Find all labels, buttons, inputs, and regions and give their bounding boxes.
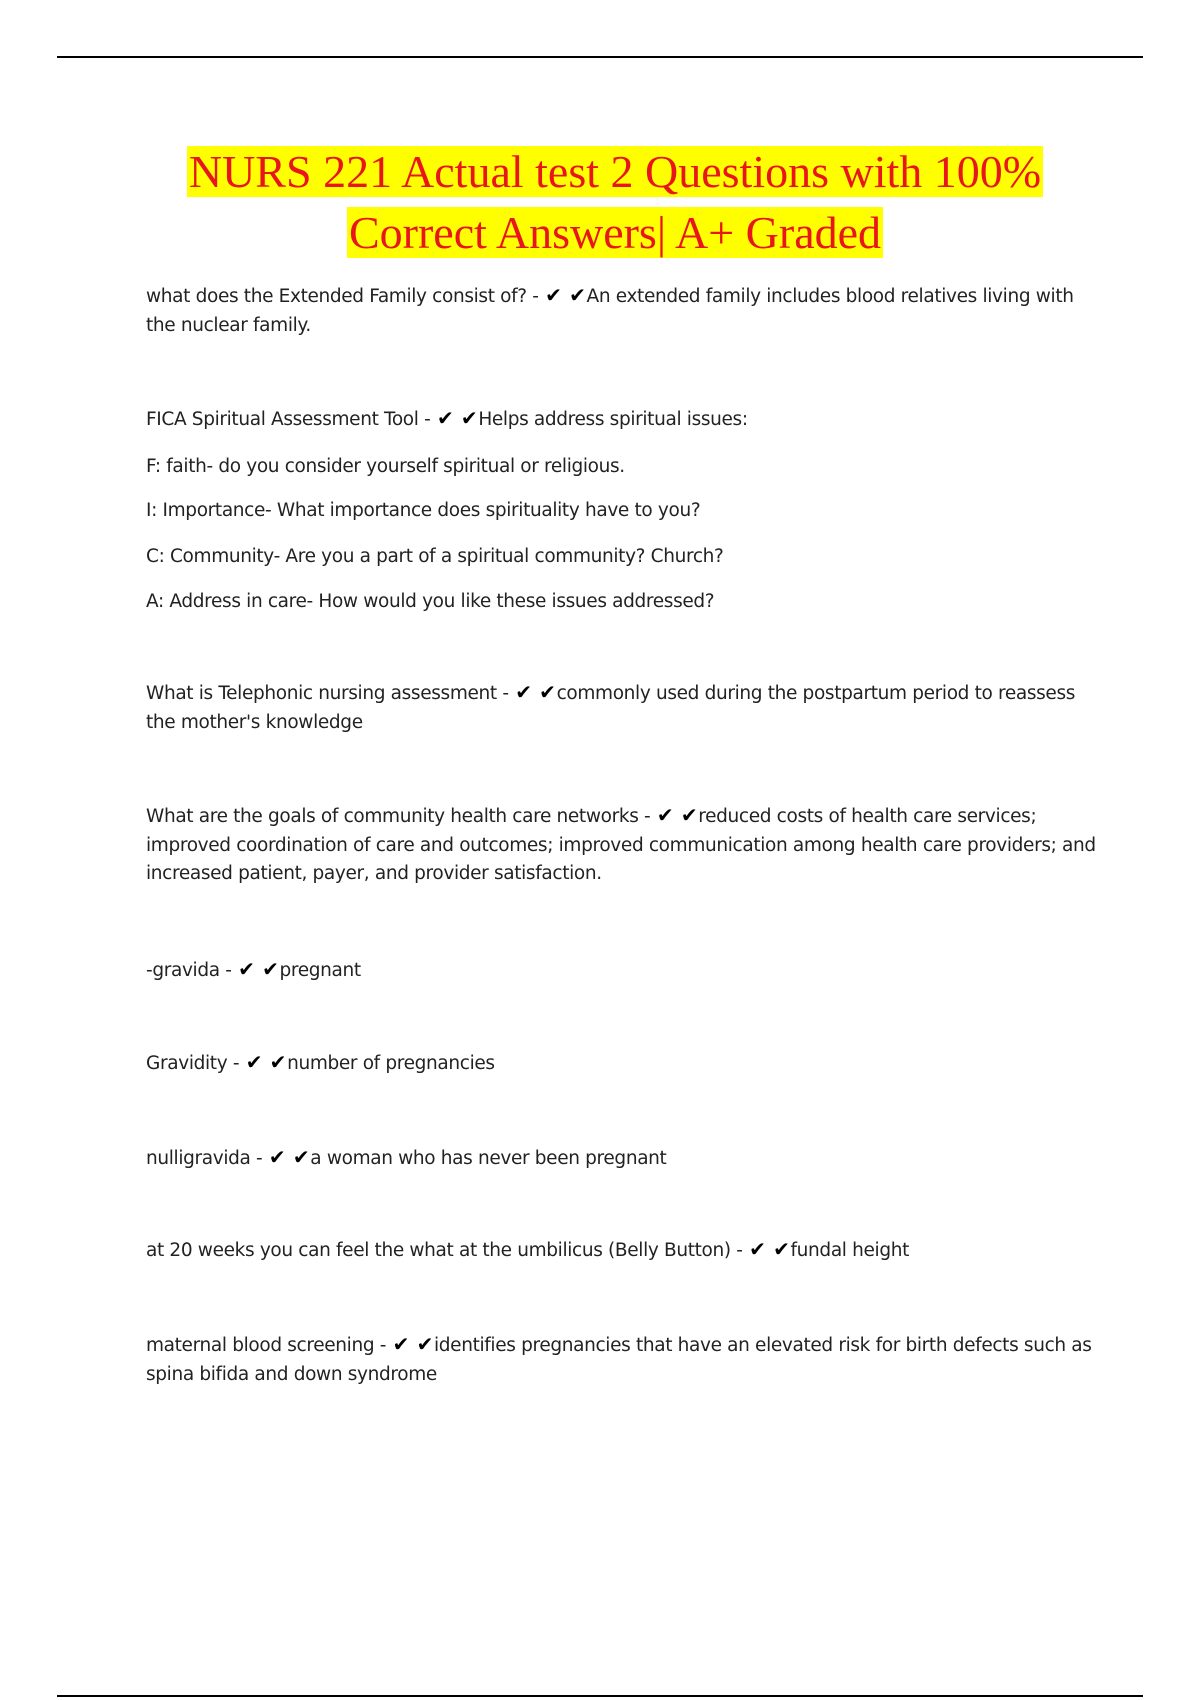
question-text: what does the Extended Family consist of? xyxy=(146,286,527,307)
check-icon: ✔ xyxy=(515,680,532,704)
qa-text xyxy=(146,803,1096,889)
answer-text: identifies pregnancies that have an elevated risk for birth defects such as spina bifida and down syndrome xyxy=(146,1335,1092,1385)
check-icon: ✔ xyxy=(773,1237,790,1261)
separator: - xyxy=(250,1148,268,1169)
separator: - xyxy=(496,683,515,704)
qa-text xyxy=(146,1332,1096,1389)
qa-text xyxy=(146,680,1096,737)
qa-entry-fica xyxy=(146,406,1096,435)
qa-text xyxy=(146,957,1096,986)
qa-entry-telephonic xyxy=(146,680,1096,737)
check-icon: ✔ xyxy=(245,1050,263,1074)
check-icon: ✔ xyxy=(749,1237,766,1261)
document-title xyxy=(60,141,1170,263)
check-icon: ✔ xyxy=(262,957,279,981)
fica-detail-importance: I: Importance- What importance does spirituality have to you? xyxy=(146,500,701,521)
separator: - xyxy=(526,286,545,307)
check-icon: ✔ xyxy=(392,1332,410,1356)
separator: - xyxy=(219,960,238,981)
qa-text xyxy=(146,1237,1096,1266)
separator: - xyxy=(374,1335,392,1356)
separator: - xyxy=(730,1240,749,1261)
check-icon: ✔ xyxy=(460,406,478,430)
question-text: nulligravida xyxy=(146,1148,251,1169)
answer-text: An extended family includes blood relatives living with the nuclear family. xyxy=(146,286,1074,336)
separator: - xyxy=(638,806,656,827)
title-line-1: NURS 221 Actual test 2 Questions with 100% xyxy=(188,146,1042,197)
footer-rule xyxy=(57,1695,1143,1697)
check-icon: ✔ xyxy=(569,283,586,307)
question-text: -gravida xyxy=(146,960,220,981)
qa-text xyxy=(146,1050,1096,1079)
check-icon: ✔ xyxy=(656,803,674,827)
qa-text xyxy=(146,1145,1096,1174)
header-rule xyxy=(57,56,1143,58)
question-text: What is Telephonic nursing assessment xyxy=(146,683,497,704)
qa-entry-community-networks xyxy=(146,803,1096,889)
qa-entry-maternal-screening xyxy=(146,1332,1096,1389)
check-icon: ✔ xyxy=(416,1332,433,1356)
check-icon: ✔ xyxy=(292,1145,310,1169)
question-text: at 20 weeks you can feel the what at the umbilicus (Belly Button) xyxy=(146,1240,731,1261)
answer-text: a woman who has never been pregnant xyxy=(310,1148,667,1169)
answer-text: pregnant xyxy=(279,960,361,981)
check-icon: ✔ xyxy=(269,1050,287,1074)
qa-entry-nulligravida xyxy=(146,1145,1096,1174)
answer-text: commonly used during the postpartum period to reassess the mother's knowledge xyxy=(146,683,1076,733)
question-text: Gravidity xyxy=(146,1053,228,1074)
answer-text: number of pregnancies xyxy=(287,1053,495,1074)
qa-entry-gravida xyxy=(146,957,1096,986)
fica-detail-community: C: Community- Are you a part of a spiritual community? Church? xyxy=(146,546,724,567)
answer-text: reduced costs of health care services; improved coordination of care and outcomes; improved communication among health care providers; and increased patient, payer, and provider satisfaction. xyxy=(146,806,1096,884)
answer-text: fundal height xyxy=(790,1240,909,1261)
check-icon: ✔ xyxy=(680,803,698,827)
check-icon: ✔ xyxy=(238,957,255,981)
answer-text: Helps address spiritual issues: xyxy=(478,409,748,430)
check-icon: ✔ xyxy=(545,283,562,307)
qa-text xyxy=(146,283,1096,340)
qa-entry-fundal-height xyxy=(146,1237,1096,1266)
question-text: maternal blood screening xyxy=(146,1335,375,1356)
fica-detail-faith: F: faith- do you consider yourself spiritual or religious. xyxy=(146,456,625,477)
qa-text xyxy=(146,406,1096,435)
fica-detail-address: A: Address in care- How would you like these issues addressed? xyxy=(146,591,715,612)
qa-entry-extended-family xyxy=(146,283,1096,340)
separator: - xyxy=(227,1053,245,1074)
question-text: FICA Spiritual Assessment Tool xyxy=(146,409,419,430)
question-text: What are the goals of community health care networks xyxy=(146,806,639,827)
title-line-2: Correct Answers| A+ Graded xyxy=(348,207,882,258)
check-icon: ✔ xyxy=(539,680,556,704)
check-icon: ✔ xyxy=(436,406,454,430)
qa-entry-gravidity xyxy=(146,1050,1096,1079)
check-icon: ✔ xyxy=(268,1145,286,1169)
separator: - xyxy=(418,409,436,430)
